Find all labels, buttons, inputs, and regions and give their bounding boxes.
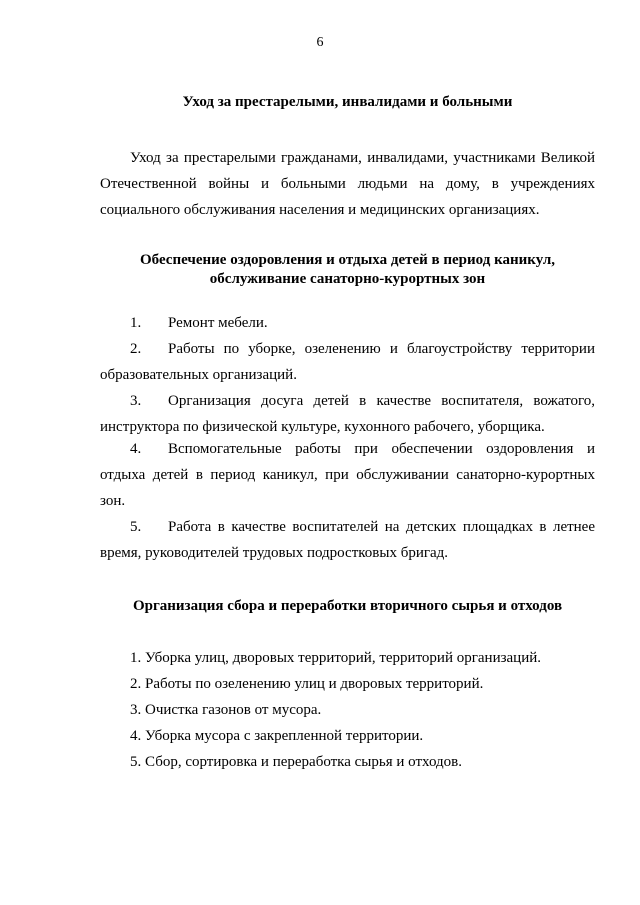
item-number: 1.: [130, 315, 142, 331]
recycling-item-1: 1. Уборка улиц, дворовых территорий, территорий организаций.: [130, 650, 542, 666]
recreation-item-3: [100, 388, 595, 440]
recycling-item-4: 4. Уборка мусора с закрепленной территории.: [130, 728, 424, 744]
item-number: 5.: [130, 519, 142, 535]
item-number: 2.: [130, 341, 142, 357]
section-title-recreation: [100, 251, 595, 289]
care-paragraph: Уход за престарелыми гражданами, инвалидами, участниками Великой Отечественной войны и больными людьми на дому, в учреждениях социального обслуживания населения и медицинских организациях.: [100, 150, 595, 218]
recycling-item-5: 5. Сбор, сортировка и переработка сырья и отходов.: [130, 754, 462, 770]
page-number: 6: [316, 35, 324, 50]
section-title-care: Уход за престарелыми, инвалидами и больными: [182, 94, 513, 110]
item-text: Работы по уборке, озеленению и благоустройству территории образовательных организаций.: [100, 341, 595, 383]
recreation-item-1: [100, 310, 595, 336]
item-text: Работа в качестве воспитателей на детских площадках в летнее время, руководителей трудовых подростковых бригад.: [100, 519, 595, 561]
item-number: 3.: [130, 393, 142, 409]
item-number: 4.: [130, 441, 142, 457]
item-text: Ремонт мебели.: [168, 315, 268, 331]
recreation-item-4: [100, 436, 595, 514]
section-title-recreation-line1: Обеспечение оздоровления и отдыха детей в период каникул,: [140, 252, 555, 268]
recreation-item-2: [100, 336, 595, 388]
recreation-item-5: [100, 514, 595, 566]
item-text: Организация досуга детей в качестве воспитателя, вожатого, инструктора по физической культуре, кухонного рабочего, уборщика.: [100, 393, 595, 435]
section-title-recycling: Организация сбора и переработки вторичного сырья и отходов: [132, 598, 563, 614]
recycling-item-2: 2. Работы по озеленению улиц и дворовых территорий.: [130, 676, 484, 692]
recycling-item-3: 3. Очистка газонов от мусора.: [130, 702, 322, 718]
section-title-recreation-line2: обслуживание санаторно-курортных зон: [209, 271, 486, 287]
item-text: Вспомогательные работы при обеспечении оздоровления и отдыха детей в период каникул, при обслуживании санаторно-курортных зон.: [100, 441, 595, 509]
